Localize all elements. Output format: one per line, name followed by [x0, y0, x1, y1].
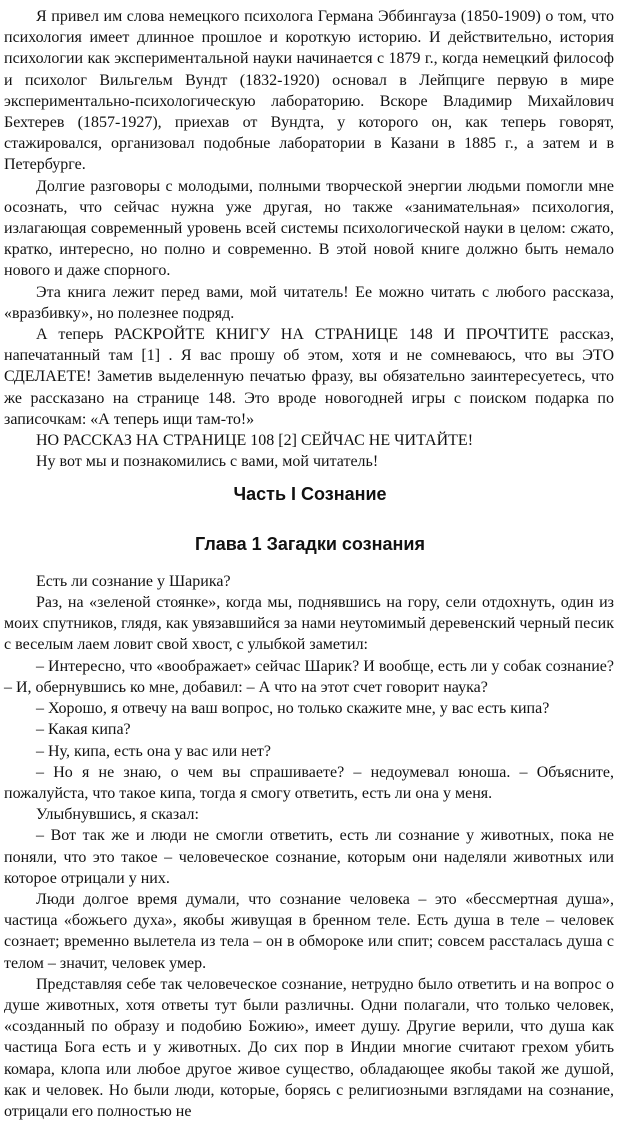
paragraph: – Но я не знаю, о чем вы спрашиваете? – недоумевал юноша. – Объясните, пожалуйста, что такое кипа, тогда я смогу ответить, есть ли она у меня.	[4, 763, 614, 802]
paragraph: – Интересно, что «воображает» сейчас Шарик? И вообще, есть ли у собак сознание? – И, обернувшись ко мне, добавил: – А что на этот счет говорит наука?	[4, 657, 614, 696]
paragraph: Есть ли сознание у Шарика?	[36, 572, 231, 590]
intro-section	[4, 6, 614, 472]
paragraph: Люди долгое время думали, что сознание человека – это «бессмертная душа», частица «божьего духа», якобы живущая в бренном теле. Есть душа в теле – человек сознает; временно вылетела из тела – он в обмороке или спит; совсем рассталась душа с телом – значит, человек умер.	[4, 890, 614, 972]
paragraph: – Хорошо, я отвечу на ваш вопрос, но только скажите мне, у вас есть кипа?	[36, 700, 550, 718]
paragraph: Раз, на «зеленой стоянке», когда мы, поднявшись на гору, сели отдохнуть, один из моих спутников, глядя, как увязавшийся за нами неутомимый деревенский черный песик с веселым лаем ловит свой хвост, с улыбкой заметил:	[4, 594, 614, 654]
paragraph: Представляя себе так человеческое сознание, нетрудно было ответить и на вопрос о душе животных, хотя ответы тут были различны. Одни полагали, что только человек, «созданный по образу и подобию Божию», имеет душу. Другие верили, что душа как частица Бога есть и у животных. До сих пор в Индии многие считают грехом убить комара, клопа или любое другое живое существо, обладающее якобы такой же душой, как и человек. Но были люди, которые, борясь с религиозными взглядами на сознание, отрицали его полностью не	[4, 975, 614, 1120]
paragraph: Улыбнувшись, я сказал:	[36, 806, 199, 824]
paragraph: Я привел им слова немецкого психолога Германа Эббингауза (1850-1909) о том, что психология имеет длинное прошлое и короткую историю. И действительно, история психологии как экспериментальной науки начинается с 1879 г., когда немецкий философ и психолог Вильгельм Вундт (1832-1920) основал в Лейпциге первую в мире экспериментально-психологическую лабораторию. Вскоре Владимир Михайлович Бехтерев (1857-1927), приехав от Вундта, у которого он, как теперь говорят, стажировался, организовал подобные лаборатории в Казани в 1885 г., а затем и в Петербурге.	[4, 8, 614, 174]
paragraph: А теперь РАСКРОЙТЕ КНИГУ НА СТРАНИЦЕ 148 И ПРОЧТИТЕ рассказ, напечатанный там [1] . Я вас прошу об этом, хотя и не сомневаюсь, что вы ЭТО СДЕЛАЕТЕ! Заметив выделенную печатью фразу, вы обязательно заинтересуетесь, что же рассказано на странице 148. Это вроде новогодней игры с поиском подарка по записочкам: «А теперь ищи там-то!»	[4, 326, 614, 428]
chapter-section	[4, 571, 614, 1122]
paragraph: – Ну, кипа, есть она у вас или нет?	[36, 742, 271, 760]
paragraph: Эта книга лежит перед вами, мой читатель! Ее можно читать с любого рассказа, «вразбивку», но полезнее подряд.	[4, 283, 614, 322]
chapter-title: Глава 1 Загадки сознания	[195, 533, 425, 554]
paragraph: Ну вот мы и познакомились с вами, мой читатель!	[36, 453, 379, 471]
paragraph: НО РАССКАЗ НА СТРАНИЦЕ 108 [2] СЕЙЧАС НЕ ЧИТАЙТЕ!	[36, 432, 474, 450]
part-title: Часть I Сознание	[233, 484, 387, 505]
paragraph: – Какая кипа?	[36, 721, 131, 739]
paragraph: – Вот так же и люди не смогли ответить, есть ли сознание у животных, пока не поняли, что это такое – человеческое сознание, которым они наделяли животных или которое отрицали у них.	[4, 827, 614, 887]
paragraph: Долгие разговоры с молодыми, полными творческой энергии людьми помогли мне осознать, что сейчас нужна уже другая, но также «занимательная» психология, излагающая современный уровень всей системы психологической науки в целом: сжато, кратко, интересно, но полно и современно. В этой новой книге должно быть немало нового и даже спорного.	[4, 177, 614, 280]
